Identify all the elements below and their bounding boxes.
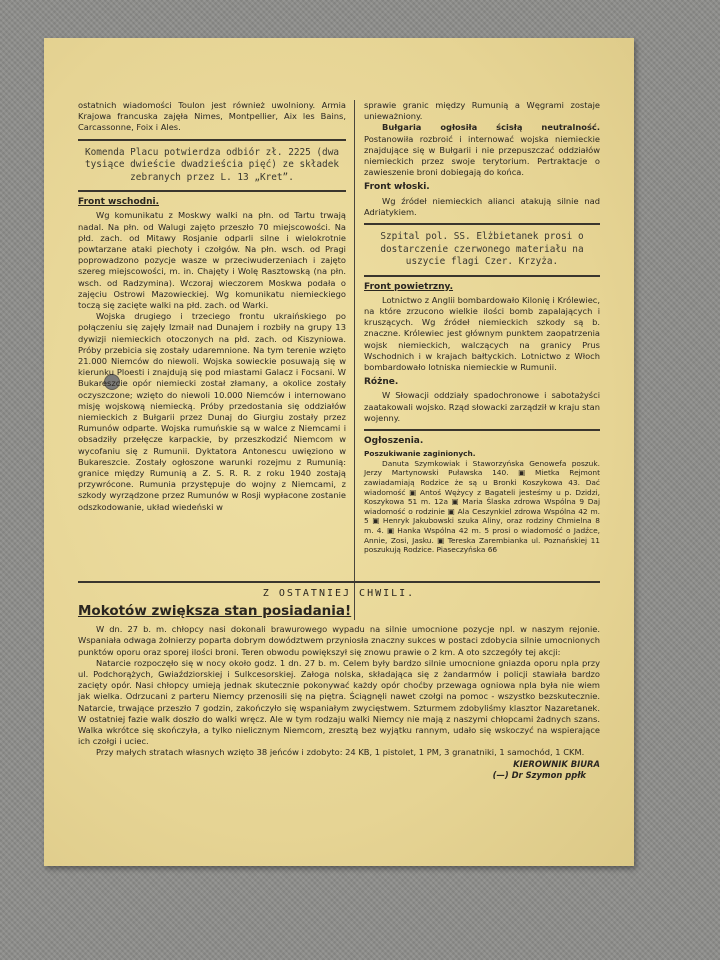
front-italy-text: Wg źródeł niemieckich alianci atakują silnie nad Adriatykiem. xyxy=(364,195,600,217)
bulgaria-paragraph xyxy=(364,122,600,178)
rule xyxy=(78,581,600,583)
rule xyxy=(78,139,346,141)
rule xyxy=(364,429,600,431)
front-air-text: Lotnictwo z Anglii bombardowało Kilonię i Królewiec, na które zrzucono wielkie ilości bomb zapalających i kruszących. Wg źródeł niemieckich szkody są b. znaczne. Królewiec jest głównym punktem zaopatrzenia wojsk niemieckich, walczących na granicy Prus Wschodnich i w krajach bałtyckich. Lotnictwo z Włoch bombardowało lotniska niemieckie w Rumunii. xyxy=(364,294,600,372)
document-page xyxy=(44,38,634,866)
rule xyxy=(364,223,600,225)
heading-front-italy: Front włoski. xyxy=(364,182,430,193)
notice-komenda: Komenda Placu potwierdza odbiór zł. 2225 (dwa tysiące dwieście dwadzieścia pięć) ze składek zebranych przez L. 13 „Kret”. xyxy=(85,146,339,183)
right-intro: sprawie granic między Rumunią a Węgrami zostaje unieważniony. xyxy=(364,100,600,122)
bottom-p2: Natarcie rozpoczęło się w nocy około godz. 1 dn. 27 b. m. Celem były bardzo silnie umocnione gniazda oporu npla przy ul. Podchorążych, Gwiaździorskiej i Sulkcesorskiej. Załoga nolska, składająca się z żandarmów i policji stawiała bardzo zacięty opór. Nasi chłopcy umieją jednak skutecznie pokonywać każdy opór choćby przewaga ogniowa npla była nie wiem jak wielka. Odrzucani z parteru Niemcy przenosili się na piętra. Ściągnęli nawet czołgi na pomoc - wszystko bezskutecznie. Natarcie, trwające przeszło 7 godzin, zakończyło się wspaniałym zwycięstwem. Szturmem zdobyliśmy klasztor Nazaretanek. W ostatniej fazie walk doszło do walki wręcz. Ale w tym rodzaju walki Niemcy nie mają z naszymi chłopcami żadnych szans. Walka wkrótce się skończyła, a tylko nielicznym Niemcom, zresztą bez wyjątku rannym, udało się wskoczyć na wspierające ich czołgi i uciec. xyxy=(78,657,600,747)
section-title: Z OSTATNIEJ CHWILI. xyxy=(262,588,416,599)
heading-ads: Ogłoszenia. xyxy=(364,435,424,446)
ads-subheading: Poszukiwanie zaginionych. xyxy=(364,449,476,459)
ads-text: Danuta Szymkowiak i Staworzyńska Genowefa poszuk. Jerzy Martynowski Puławska 140. ▣ Mietka Rejmont zawiadamiają Rodzice że są u Bronki Koszykowa 43. Dać wiadomość ▣ Antoś Wężycy z Bagateli jesteśmy u p. Dzidzi, Koszykowa 51 m. 12a ▣ Maria Ślaska zdrowa Wspólna 9 Daj wiadomość o rodzinie ▣ Ala Ceszynkiel zdrowa Wspólna 42 m. 5 ▣ Henryk Jakubowski szuka Aliny, oraz rodziny Chmielna 8 m. 4. ▣ Hanka Wspólna 42 m. 5 prosi o wiadomość o Jadźce, Annie, Zosi, Jasku. ▣ Tereska Zarembianka ul. Poznańskiej 11 poszukują Rodzice. Piaseczyńska 66 xyxy=(364,458,600,555)
signature-name: (—) Dr Szymon ppłk xyxy=(492,769,586,780)
front-east-p2: Wojska drugiego i trzeciego frontu ukraińskiego po połączeniu się zajęły Izmaił nad Dunajem i rozbiły na grupy 13 dywizji niemieckich otoczonych na płd. zach. od Kiszyniowa. Próby przebicia się zostały udaremnione. Na tym terenie wzięto 21.000 Niemców do niewoli. Wojska sowieckie posuwają się w kierunku Ploesti i znajdują się pod miastami Galacz i Focsani. W Bukareszcie opór niemiecki został złamany, a okolice zostały oczyszczone; wzięto do niewoli 10.000 Niemców i internowano misję wojskową niemiecką. Próby przedostania się oddziałów niemieckich z Bułgarii przez Dunaj do Giurgiu zostały przez Rumunów odparte. Wojska rumuńskie są w walce z Niemcami i obsadziły przełęcze karpackie, by przeszkodzić Niemcom w wycofaniu się z Rumunii. Dyktatora Antonescu uwięziono w Bukareszcie. Zostały ogłoszone warunki rozejmu z Rumunią: granice między Rumunią a Z. S. R. R. z roku 1940 zostają przywrócone. Rumunia przystępuje do wojny z Niemcami, z szkody wyrządzone przez Rumunów w Rosji wypłacone zostanie odszkodowanie, układ wiedeński w xyxy=(78,311,346,512)
front-east-p1: Wg komunikatu z Moskwy walki na płn. od Tartu trwają nadal. Na płn. od Walugi zajęto przeszło 70 miejscowości. Na płd. zach. od Mitawy Rosjanie odparli silne i wielokrotnie powtarzane ataki piechoty i czołgów. Na płn. wsch. od Pragi poprowadzono pozycje wasze w przeciwuderzeniach i zajęto szereg miejscowości, m. in. Chajęty i Wolę Rasztowską (na płn. wsch. od Radzymina). Wczoraj wieczorem Moskwa podała o zajęciu Ostrowi Mazowieckiej. Wg komunikatu niemieckiego toczą się zacięte walki na płd. zach. od Warki. xyxy=(78,210,346,310)
bulgaria-lead: Bułgaria ogłosiła ścisłą neutralność. xyxy=(382,122,600,133)
bottom-p1: W dn. 27 b. m. chłopcy nasi dokonali brawurowego wypadu na silnie umocnione pozycje npl. w naszym rejonie. Wspaniała odwaga żołnierzy poparta dobrym dowództwem przyniosła znaczny sukces w postaci zdobycia silnie umocnionych punktów oporu oraz sporej ilości broni. Teren obwodu powiększył się znowu prawie o 2 km. A oto szczegóły tej akcji: xyxy=(78,624,600,657)
heading-front-east: Front wschodni. xyxy=(78,197,159,208)
bulgaria-text: Postanowiła rozbroić i internować wojska niemieckie znajdujące się w Bułgarii i nie przepuszczać oddziałów niemieckich przez swoje terytorium. Pertraktacje o zawieszenie broni dobiegają do końca. xyxy=(364,133,600,178)
column-divider xyxy=(354,100,355,620)
bottom-p3: Przy małych stratach własnych wzięto 38 jeńców i zdobyto: 24 KB, 1 pistolet, 1 PM, 3 granatniki, 1 samochód, 1 CKM. xyxy=(96,747,585,758)
headline: Mokotów zwiększa stan posiadania! xyxy=(78,603,352,620)
right-column xyxy=(364,100,600,555)
signature-title: KIEROWNIK BIURA xyxy=(513,758,600,769)
misc-text: W Słowacji oddziały spadochronowe i sabotażyści zaatakowali wojsko. Rząd słowacki zarządził w kraju stan wojenny. xyxy=(364,390,600,423)
rule xyxy=(78,190,346,192)
rule xyxy=(364,275,600,277)
bottom-section xyxy=(78,576,600,781)
heading-misc: Różne. xyxy=(364,377,399,388)
heading-front-air: Front powietrzny. xyxy=(364,281,454,292)
notice-szpital: Szpital pol. SS. Elżbietanek prosi o dostarczenie czerwonego materiału na uszycie flagi Czer. Krzyża. xyxy=(380,231,584,268)
left-column xyxy=(78,100,346,513)
left-intro: ostatnich wiadomości Toulon jest również uwolniony. Armia Krajowa francuska zajęła Nimes, Montpellier, Aix les Bains, Carcassonne, Foix i Ales. xyxy=(78,100,346,133)
